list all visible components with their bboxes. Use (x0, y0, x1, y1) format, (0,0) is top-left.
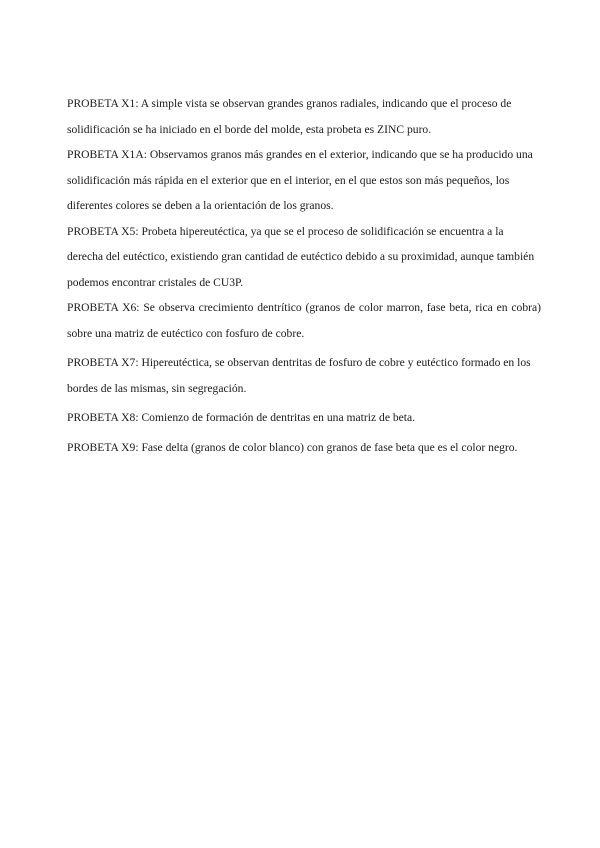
paragraph-probeta-x7: PROBETA X7: Hipereutéctica, se observan dentritas de fosfuro de cobre y eutéctico formado en los bordes de las mismas, sin segregación. (67, 356, 531, 395)
paragraph-probeta-x1a: PROBETA X1A: Observamos granos más grandes en el exterior, indicando que se ha producido una solidificación más rápida en el exterior que en el interior, en el que estos son más pequeños, los diferentes colores se deben a la orientación de los granos. (67, 148, 533, 212)
paragraph-probeta-x6: PROBETA X6: Se observa crecimiento dentrítico (granos de color marron, fase beta, rica en cobra) sobre una matriz de eutéctico con fosfuro de cobre. (67, 301, 541, 340)
paragraph-probeta-x1: PROBETA X1: A simple vista se observan grandes granos radiales, indicando que el proceso de solidificación se ha iniciado en el borde del molde, esta probeta es ZINC puro. (67, 97, 512, 136)
paragraph-probeta-x9: PROBETA X9: Fase delta (granos de color blanco) con granos de fase beta que es el color negro. (67, 440, 518, 454)
paragraph-probeta-x8: PROBETA X8: Comienzo de formación de dentritas en una matriz de beta. (67, 411, 416, 424)
paragraph-probeta-x5: PROBETA X5: Probeta hipereutéctica, ya que se el proceso de solidificación se encuentra a la derecha del eutéctico, existiendo gran cantidad de eutéctico debido a su proximidad, aunque también podemos encontrar cristales de CU3P. (67, 224, 535, 289)
document-body (67, 91, 541, 460)
